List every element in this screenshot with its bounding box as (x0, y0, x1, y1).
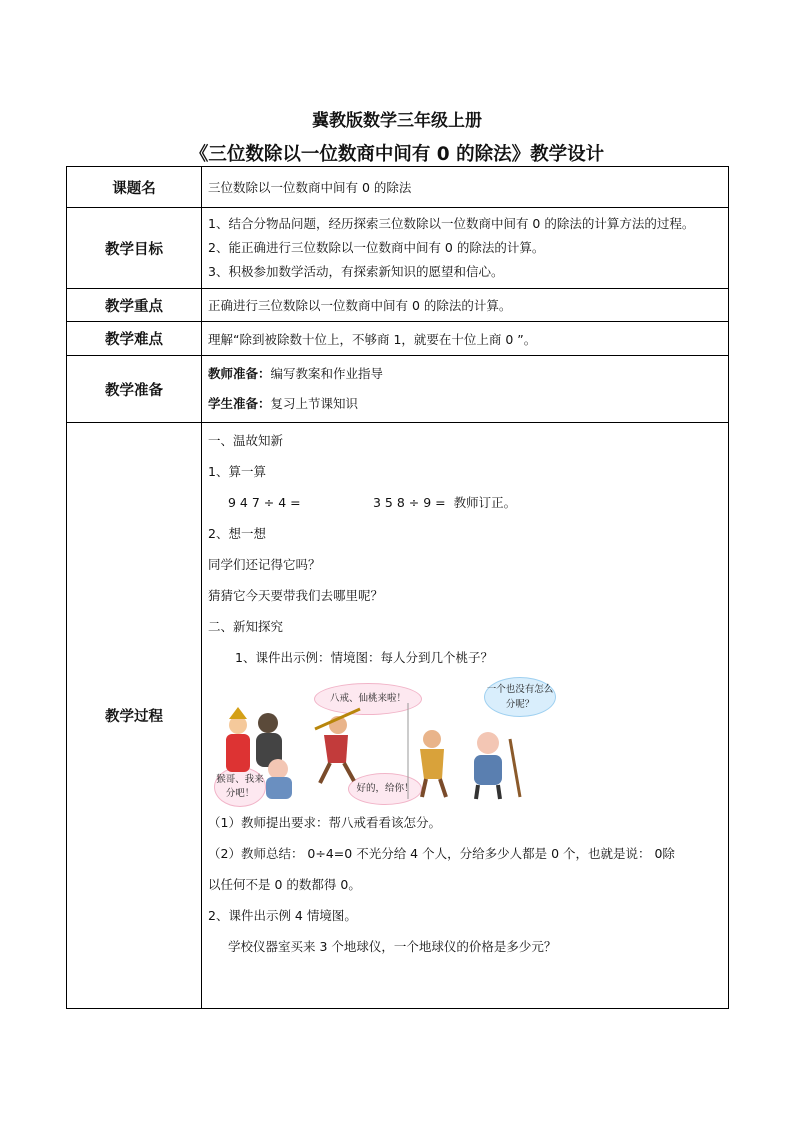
process-line: 1、算一算 (208, 464, 266, 479)
goal-item: 2、能正确进行三位数除以一位数商中间有 0 的除法的计算。 (208, 240, 545, 255)
doc-subtitle: 冀教版数学三年级上册 (312, 111, 482, 131)
process-line: 同学们还记得它吗？ (208, 557, 321, 572)
value-process (202, 423, 729, 1009)
row-prep (67, 356, 729, 423)
scenario-illustration (208, 677, 554, 803)
process-line: 猜猜它今天要带我们去哪里呢？ (208, 588, 384, 603)
bubble-peaches-arrive: 八戒、仙桃来啦！ (314, 683, 422, 715)
value-topic: 三位数除以一位数商中间有 0 的除法 (202, 167, 729, 208)
teacher-prep-label: 教师准备： (208, 366, 271, 381)
process-line: （2）教师总结： 0÷4=0 不光分给 4 个人，分给多少人都是 0 个，也就是说： 0除 (208, 846, 675, 861)
row-process (67, 423, 729, 1009)
row-goals (67, 208, 729, 289)
calc-a: 9 4 7 ÷ 4 = (228, 495, 301, 510)
process-line: 二、新知探究 (208, 619, 284, 634)
row-keypoint (67, 289, 729, 322)
goal-item: 1、结合分物品问题，经历探索三位数除以一位数商中间有 0 的除法的计算方法的过程。 (208, 216, 695, 231)
calc-line (208, 487, 728, 518)
student-prep-label: 学生准备： (208, 396, 271, 411)
calc-b: 3 5 8 ÷ 9 = (373, 495, 446, 510)
value-prep (202, 356, 729, 423)
process-line: 以任何不是 0 的数都得 0。 (208, 877, 361, 892)
label-difficulty: 教学难点 (67, 322, 202, 356)
value-difficulty: 理解“除到被除数十位上，不够商 1，就要在十位上商 0 ”。 (202, 322, 729, 356)
row-topic (67, 167, 729, 208)
value-goals (202, 208, 729, 289)
cartoon-characters-illustration (220, 699, 540, 803)
calc-note: 教师订正。 (453, 495, 517, 510)
label-prep: 教学准备 (67, 356, 202, 423)
bubble-monkey-share: 猴哥、我来分吧！ (214, 767, 266, 807)
bubble-none-to-share: 一个也没有怎么分呢？ (484, 677, 556, 717)
process-line: 学校仪器室买来 3 个地球仪，一个地球仪的价格是多少元？ (228, 939, 557, 954)
doc-title: 《三位数除以一位数商中间有 0 的除法》教学设计 (189, 144, 605, 165)
value-keypoint: 正确进行三位数除以一位数商中间有 0 的除法的计算。 (202, 289, 729, 322)
process-line: 1、课件出示例：情境图：每人分到几个桃子？ (235, 650, 493, 665)
label-keypoint: 教学重点 (67, 289, 202, 322)
row-difficulty (67, 322, 729, 356)
process-line: 2、课件出示例 4 情境图。 (208, 908, 357, 923)
label-goals: 教学目标 (67, 208, 202, 289)
process-line: 2、想一想 (208, 526, 266, 541)
process-line: （1）教师提出要求：帮八戒看看该怎分。 (208, 815, 441, 830)
goal-item: 3、积极参加数学活动，有探索新知识的愿望和信心。 (208, 264, 504, 279)
teacher-prep-value: 编写教案和作业指导 (270, 366, 384, 381)
label-topic: 课题名 (67, 167, 202, 208)
label-process: 教学过程 (67, 423, 202, 1009)
lesson-table (66, 166, 729, 1009)
student-prep-value: 复习上节课知识 (270, 396, 359, 411)
bubble-here-you-go: 好的，给你！ (348, 773, 422, 805)
process-line: 一、温故知新 (208, 433, 284, 448)
